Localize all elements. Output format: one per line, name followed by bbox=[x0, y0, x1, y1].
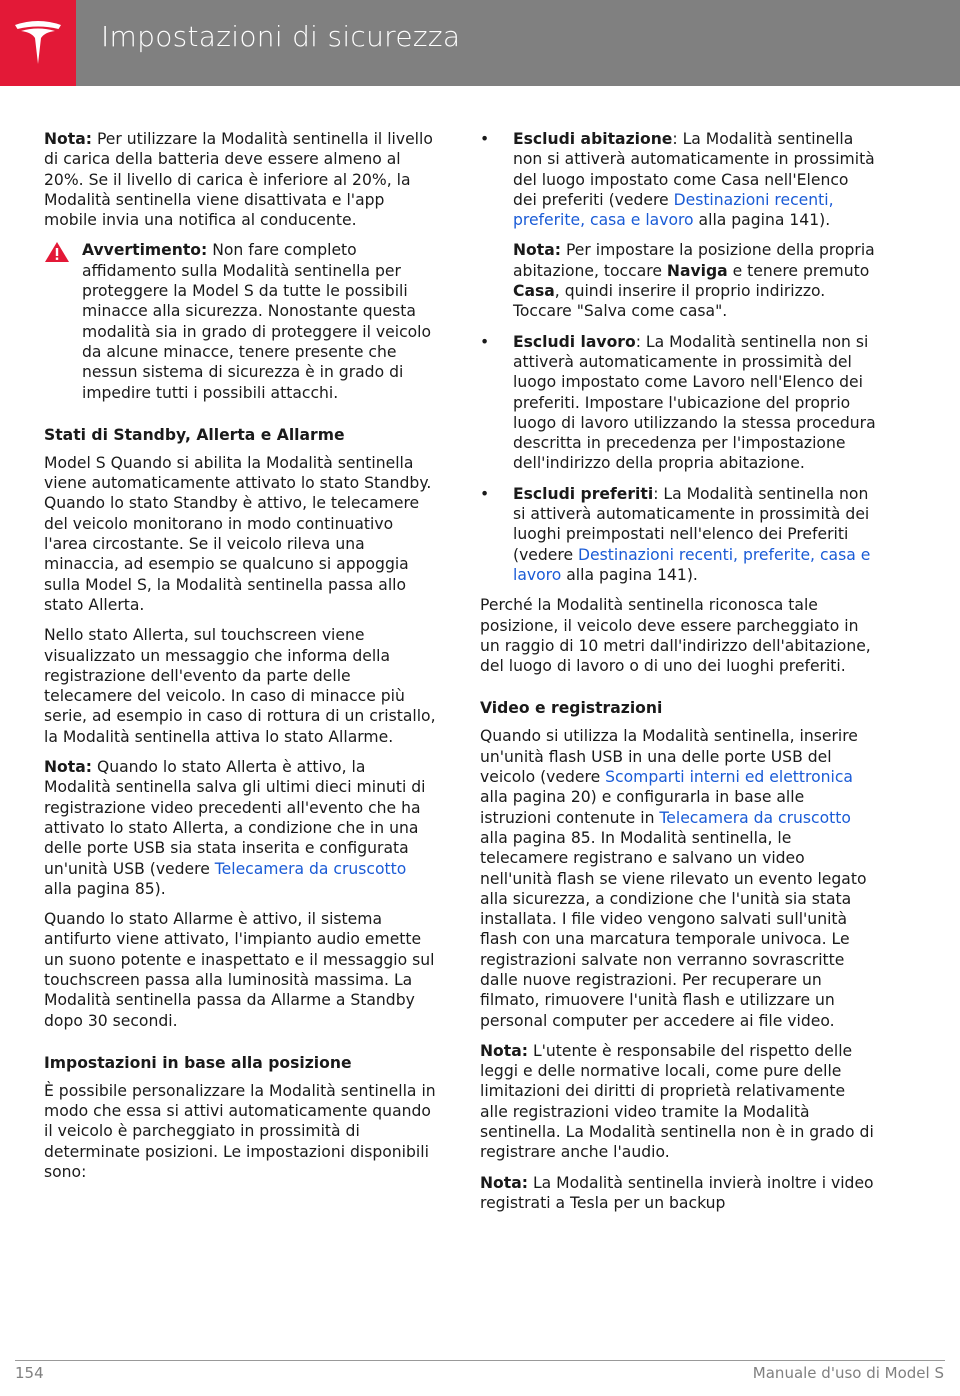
note-alert: Nota: Quando lo stato Allerta è attivo, la Modalità sentinella salva gli ultimi dieci minuti di registrazione video precedenti all'evento che ha attivato lo stato Allerta, a condizione che in una delle porte USB sia stata inserita e configurata un'unità USB (vedere Telecamera da cruscotto alla pagina 85). bbox=[44, 758, 426, 898]
bullet-home: • Escludi abitazione: La Modalità sentinella non si attiverà automaticamente in prossimità del luogo impostato come Casa nell'Elenco dei preferiti (vedere Destinazioni recenti, preferite, casa e lavoro alla pagina 141). bbox=[480, 130, 875, 230]
page-number: 154 bbox=[15, 1364, 44, 1382]
note-battery: Nota: Per utilizzare la Modalità sentinella il livello di carica della batteria deve essere almeno al 20%. Se il livello di carica è inferiore al 20%, la Modalità sentinella viene disattivata e l'app mobile invia una notifica al conducente. bbox=[44, 130, 433, 230]
paragraph: Quando lo stato Allarme è attivo, il sistema antifurto viene attivato, l'impianto audio emette un suono potente e inaspettato e il messaggio sul touchscreen passa alla luminosità massima. La Modalità sentinella passa da Allarme a Standby dopo 30 secondi. bbox=[44, 910, 435, 1030]
paragraph-video: Quando si utilizza la Modalità sentinella, inserire un'unità flash USB in una delle porte USB del veicolo (vedere Scomparti interni ed elettronica alla pagina 20) e configurarla in base alle istruzioni contenute in Telecamera da cruscotto alla pagina 85. In Modalità sentinella, le telecamere registrano e salvano un video nell'unità flash se viene rilevato un evento legato alla sicurezza, a condizione che l'unità sia stata installata. I file video vengono salvati sull'unità flash con una marcatura temporale univoca. Le registrazioni salvate non verranno sovrascritte dalle nuove registrazioni. Per recuperare un filmato, rimuovere l'unità flash e utilizzare un personal computer per accedere ai file video. bbox=[480, 727, 867, 1030]
tesla-t-icon bbox=[11, 16, 65, 70]
bullet-work: • Escludi lavoro: La Modalità sentinella non si attiverà automaticamente in prossimità del luogo impostato come Lavoro nell'Elenco dei preferiti. Impostare l'ubicazione del proprio luogo di lavoro utilizzando la stessa procedura descritta in precedenza per l'impostazione dell'indirizzo della propria abitazione. bbox=[480, 332, 876, 473]
bullet-dot: • bbox=[480, 332, 490, 351]
note-responsibility: Nota: L'utente è responsabile del rispetto delle leggi e delle normative locali, come pure delle limitazioni dei diritti di proprietà relativamente alle registrazioni video tramite la Modalità sentinella. La Modalità sentinella non è in grado di registrare anche l'audio. bbox=[480, 1041, 874, 1162]
heading-video: Video e registrazioni bbox=[480, 699, 663, 718]
page-title: Impostazioni di sicurezza bbox=[101, 20, 461, 53]
warning-label: Avvertimento: bbox=[82, 241, 208, 260]
bullet-dot: • bbox=[480, 484, 490, 503]
paragraph: Model S Quando si abilita la Modalità sentinella viene automaticamente attivato lo stato Standby. Quando lo stato Standby è attivo, le telecamere del veicolo monitorano in modo continuativo l'area circostante. Se il veicolo rileva una minaccia, ad esempio se qualcuno si appoggia sulla Model S, la Modalità sentinella passa allo stato Allerta. bbox=[44, 453, 432, 614]
sub-note-home: Nota: Per impostare la posizione della propria abitazione, toccare Naviga e tenere premuto Casa, quindi inserire il proprio indirizzo. Toccare "Salva come casa". bbox=[513, 241, 875, 321]
warning-icon bbox=[44, 241, 70, 263]
heading-states: Stati di Standby, Allerta e Allarme bbox=[44, 425, 345, 444]
link-dashcam[interactable]: Telecamera da cruscotto bbox=[659, 808, 851, 827]
paragraph: Nello stato Allerta, sul touchscreen viene visualizzato un messaggio che informa della registrazione dell'evento da parte delle telecamere del veicolo. In caso di minacce più serie, ad esempio in caso di rottura di un cristallo, la Modalità sentinella attiva lo stato Allarme. bbox=[44, 626, 436, 746]
note-backup: Nota: La Modalità sentinella invierà inoltre i video registrati a Tesla per un backup bbox=[480, 1173, 874, 1212]
paragraph: Perché la Modalità sentinella riconosca tale posizione, il veicolo deve essere parcheggiato in un raggio di 10 metri dall'indirizzo dell'abitazione, del luogo di lavoro o di uno dei luoghi preferiti. bbox=[480, 596, 871, 676]
link-destinations[interactable]: Destinazioni recenti, preferite, casa e lavoro bbox=[513, 545, 871, 584]
tesla-logo bbox=[0, 0, 76, 86]
heading-location: Impostazioni in base alla posizione bbox=[44, 1053, 352, 1072]
right-column bbox=[480, 129, 876, 1223]
paragraph: È possibile personalizzare la Modalità sentinella in modo che essa si attivi automaticamente quando il veicolo è parcheggiato in prossimità di determinate posizioni. Le impostazioni disponibili sono: bbox=[44, 1081, 436, 1182]
left-column bbox=[44, 129, 437, 1192]
bullet-dot: • bbox=[480, 130, 490, 148]
link-compartments[interactable]: Scomparti interni ed elettronica bbox=[605, 768, 853, 787]
header-bar bbox=[0, 0, 960, 86]
warning-block: Avvertimento: Non fare completo affidamento sulla Modalità sentinella per proteggere la Model S da tutte le possibili minacce alla sicurezza. Nonostante questa modalità sia in grado di proteggere il veicolo da alcune minacce, tenere presente che nessun sistema di sicurezza è in grado di impedire tutti i possibili attacchi. bbox=[44, 240, 437, 402]
manual-name: Manuale d'uso di Model S bbox=[752, 1364, 944, 1382]
link-dashcam[interactable]: Telecamera da cruscotto bbox=[214, 859, 407, 878]
footer-divider bbox=[15, 1360, 945, 1361]
bullet-favorites: • Escludi preferiti: La Modalità sentinella non si attiverà automaticamente in prossimità dei luoghi preimpostati nell'elenco dei Preferiti (vedere Destinazioni recenti, preferite, casa e lavoro alla pagina 141). bbox=[480, 484, 871, 584]
link-destinations[interactable]: Destinazioni recenti, preferite, casa e lavoro bbox=[513, 190, 834, 230]
note-label: Nota: bbox=[44, 130, 92, 148]
